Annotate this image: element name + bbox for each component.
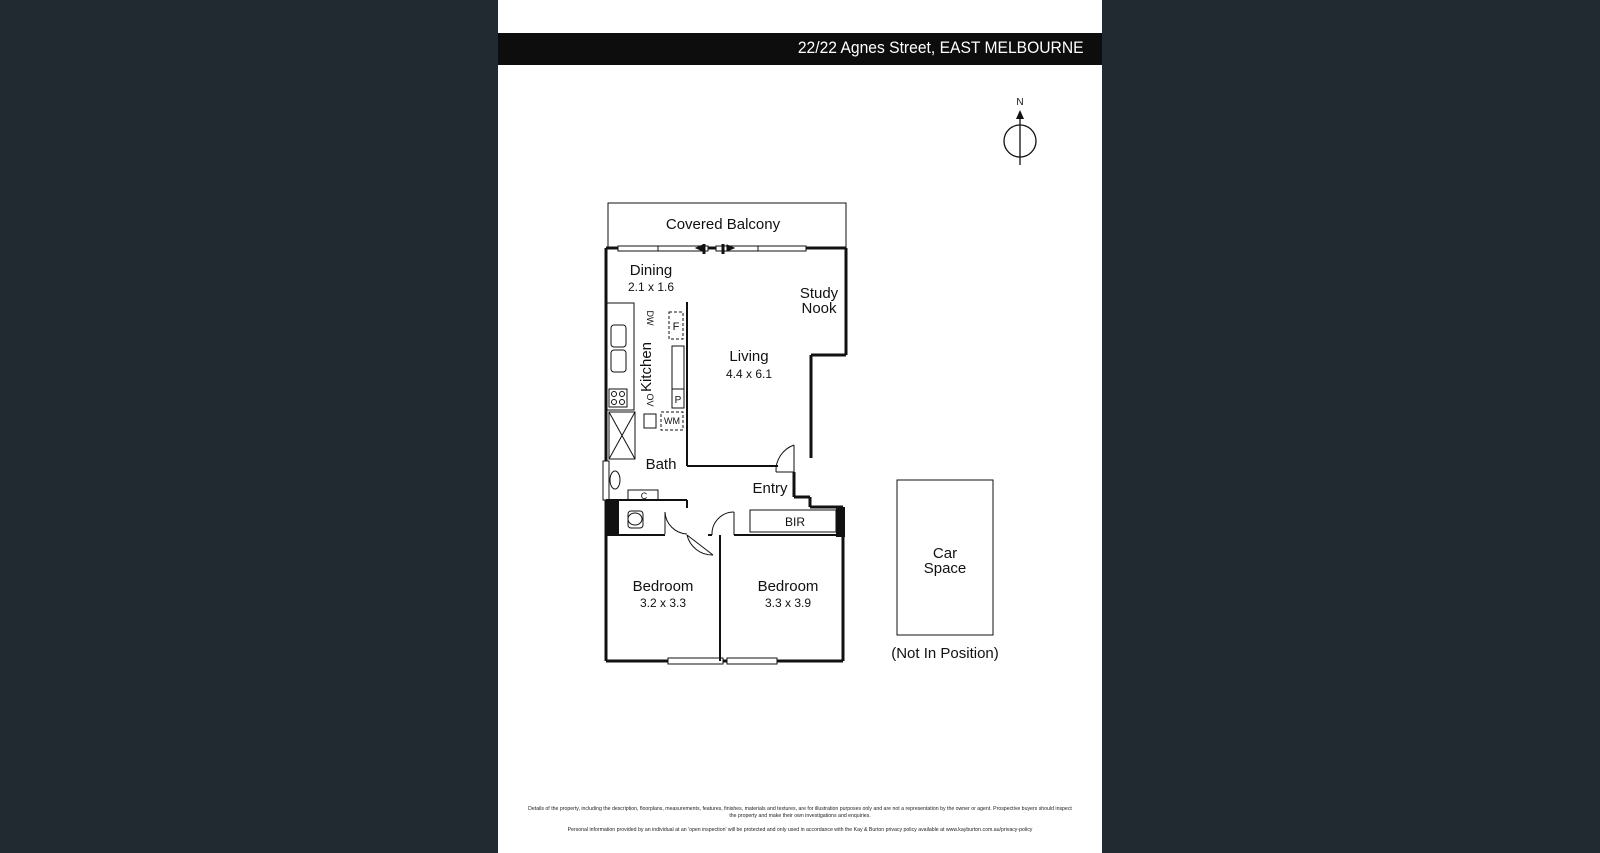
bath-window — [603, 461, 609, 500]
cupboard-label: C — [640, 491, 648, 501]
entry-label: Entry — [752, 480, 788, 497]
dishwasher-label: DW — [645, 310, 655, 326]
covered-balcony — [608, 203, 846, 248]
privacy-text: Personal information provided by an individual at an 'open inspection' will be protected and only used in accordance with the Kay & Burton privacy policy available at www.kayburton.com.au/privacy-policy — [567, 827, 1033, 833]
property-address: 22/22 Agnes Street, EAST MELBOURNE — [798, 38, 1084, 57]
bedroom2-label: Bedroom — [757, 578, 819, 595]
bedroom1-label: Bedroom — [632, 578, 694, 595]
living-size: 4.4 x 6.1 — [725, 367, 773, 381]
bedroom-windows — [668, 658, 777, 664]
built-in-robe — [750, 510, 836, 532]
balcony-label: Covered Balcony — [665, 216, 781, 233]
floorplan-drawing — [498, 0, 1102, 853]
pillar — [606, 500, 619, 536]
bedroom1-size: 3.2 x 3.3 — [639, 596, 687, 610]
kitchen-label: Kitchen — [638, 341, 655, 393]
oven-label: OV — [645, 393, 655, 407]
living-label: Living — [729, 348, 769, 365]
car-space-label-line2: Space — [923, 560, 967, 577]
disclaimer-text: Details of the property, including the description, floorplans, measurements, features, finishes, materials and textures, are for illustration purposes only and are not a representation by the owner or agent. Prospective buyers should inspect the property and make their own investigations and enquiries. — [528, 806, 1072, 819]
study-nook-label-line2: Nook — [801, 300, 837, 317]
car-space — [891, 480, 999, 662]
study-nook-label: Study — [799, 285, 839, 302]
pillar — [836, 507, 845, 537]
pantry-label: P — [674, 395, 682, 406]
floorplan-sheet — [498, 0, 1102, 853]
fridge-label: F — [672, 321, 680, 333]
car-space-note: (Not In Position) — [891, 645, 999, 662]
car-space-label: Car — [932, 545, 958, 562]
dining-size: 2.1 x 1.6 — [627, 280, 675, 294]
north-arrow-icon — [1004, 97, 1036, 165]
bedroom2-size: 3.3 x 3.9 — [764, 596, 812, 610]
dining-label: Dining — [629, 262, 673, 279]
bath-label: Bath — [645, 456, 677, 473]
compass-label: N — [1016, 97, 1024, 108]
bir-label: BIR — [784, 515, 806, 529]
washing-machine-label: WM — [664, 416, 680, 426]
